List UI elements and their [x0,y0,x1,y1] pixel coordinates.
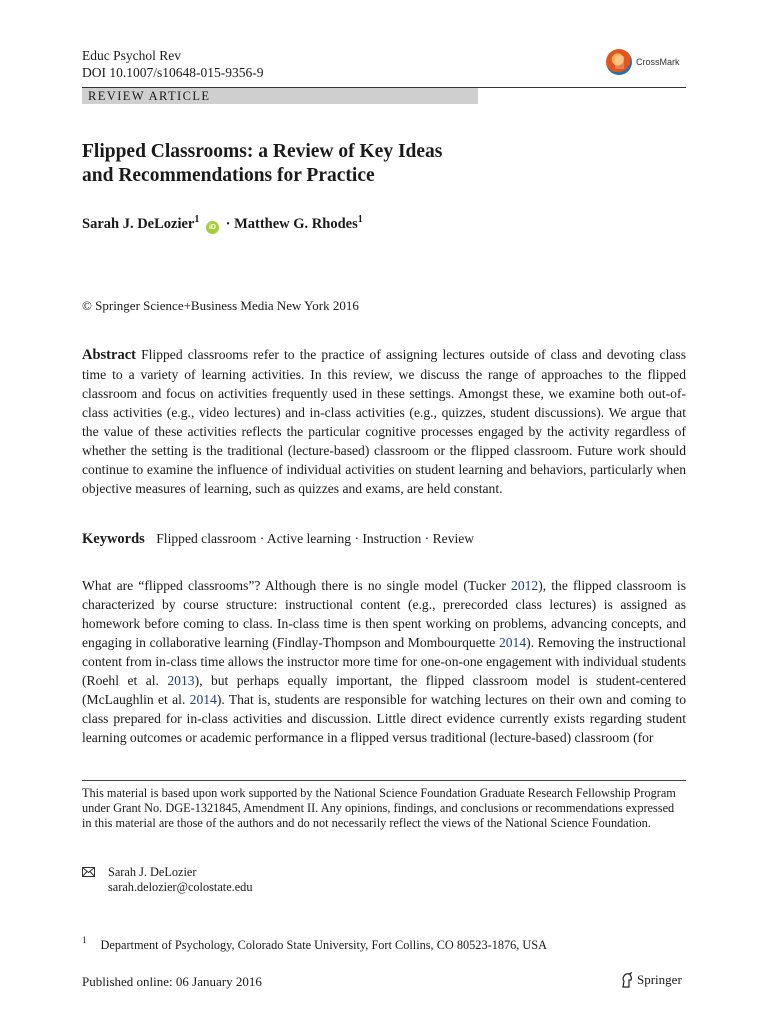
body-text: What are “flipped classrooms”? Although there is no single model (Tucker [82,578,512,593]
author-list [82,210,363,234]
orcid-icon[interactable]: iD [206,221,219,234]
title-line-1: Flipped Classrooms: a Review of Key Ideas [82,141,443,162]
author-1-affiliation-mark: 1 [194,214,200,225]
copyright-symbol: © [82,298,92,313]
keywords-label: Keywords [82,531,145,547]
title-line-2: and Recommendations for Practice [82,165,375,186]
contact-email[interactable]: sarah.delozier@colostate.edu [108,880,253,894]
copyright-line [82,297,359,315]
citation-link[interactable]: 2014 [498,635,527,650]
contact-name: Sarah J. DeLozier [108,865,197,879]
keywords [82,529,474,549]
abstract-text: Flipped classrooms refer to the practice of assigning lectures outside of class and devoting class time to a variety of learning activities. In this review, we discuss the range of approaches to the flipped classroom and focus on activities frequently used in these settings. Amongst these, we examine both out-of-class activities (e.g., video lectures) and in-class activities (e.g., quizzes, student discussions). We argue that the value of these activities reflects the particular cognitive processes engaged by the activity regardless of whether the setting is the traditional (lecture-based) classroom or the flipped classroom. Future work should continue to examine the influence of individual activities on student learning and behaviors, particularly when objective measures of learning, such as quizzes and exams, are held constant. [82,347,687,496]
body-text: ), but perhaps equally important, the flipped classroom model is student-centered (McLaughlin et al. [82,673,687,707]
crossmark-label: CrossMark [636,57,680,67]
crossmark-icon [606,49,632,75]
intro-paragraph [82,576,686,747]
keywords-text: Flipped classroom · Active learning · Instruction · Review [156,531,475,546]
affiliation-number: 1 [82,935,87,945]
abstract [82,345,686,498]
journal-header [82,47,264,81]
corresponding-author [82,865,252,895]
author-separator: · [225,216,231,232]
citation-link[interactable]: 2014 [189,692,217,707]
envelope-icon [82,867,95,877]
publisher-name: Springer [637,972,682,987]
affiliation [82,932,547,953]
abstract-label: Abstract [82,347,136,363]
journal-name: Educ Psychol Rev [82,48,181,63]
affiliation-text: Department of Psychology, Colorado State University, Fort Collins, CO 80523-1876, USA [100,938,548,952]
citation-link[interactable]: 2012 [511,578,539,593]
published-date: Published online: 06 January 2016 [82,974,262,989]
citation-link[interactable]: 2013 [167,673,195,688]
publisher-logo [620,972,682,988]
footnote-rule [82,780,686,781]
copyright-text: Springer Science+Business Media New York 2016 [95,298,359,313]
crossmark-button[interactable] [606,48,688,76]
body-text: ). That is, students are responsible for watching lectures on their own and coming to class prepared for in-class activities and discussion. Little direct evidence currently exists regarding student learning outcomes or academic performance in a flipped versus traditional (lecture-based) classroom (for [82,692,686,745]
springer-horse-icon [620,972,634,988]
article-type-bar: REVIEW ARTICLE [82,88,478,104]
author-1-name[interactable]: Sarah J. DeLozier [82,216,195,232]
author-2-affiliation-mark: 1 [357,214,363,225]
body-text: ). Removing the instructional content from in-class time allows the instructor more time for one-on-one engagement with individual students (Roehl et al. [82,635,686,688]
article-title [82,140,642,188]
funding-footnote: This material is based upon work supported by the National Science Foundation Graduate Research Fellowship Program under Grant No. DGE-1321845, Amendment II. Any opinions, findings, and conclusions or recommendations expressed in this material are those of the authors and do not necessarily reflect the views of the National Science Foundation. [82,786,676,830]
doi[interactable]: DOI 10.1007/s10648-015-9356-9 [82,65,264,80]
body-text: ), the flipped classroom is characterized by course structure: instructional content (e.g., prerecorded class lectures) is assigned as homework before coming to class. In-class time is then spent working on problems, advancing concepts, and engaging in collaborative learning (Findlay-Thompson and Mombourquette [82,578,686,650]
author-2-name[interactable]: Matthew G. Rhodes [234,216,358,232]
